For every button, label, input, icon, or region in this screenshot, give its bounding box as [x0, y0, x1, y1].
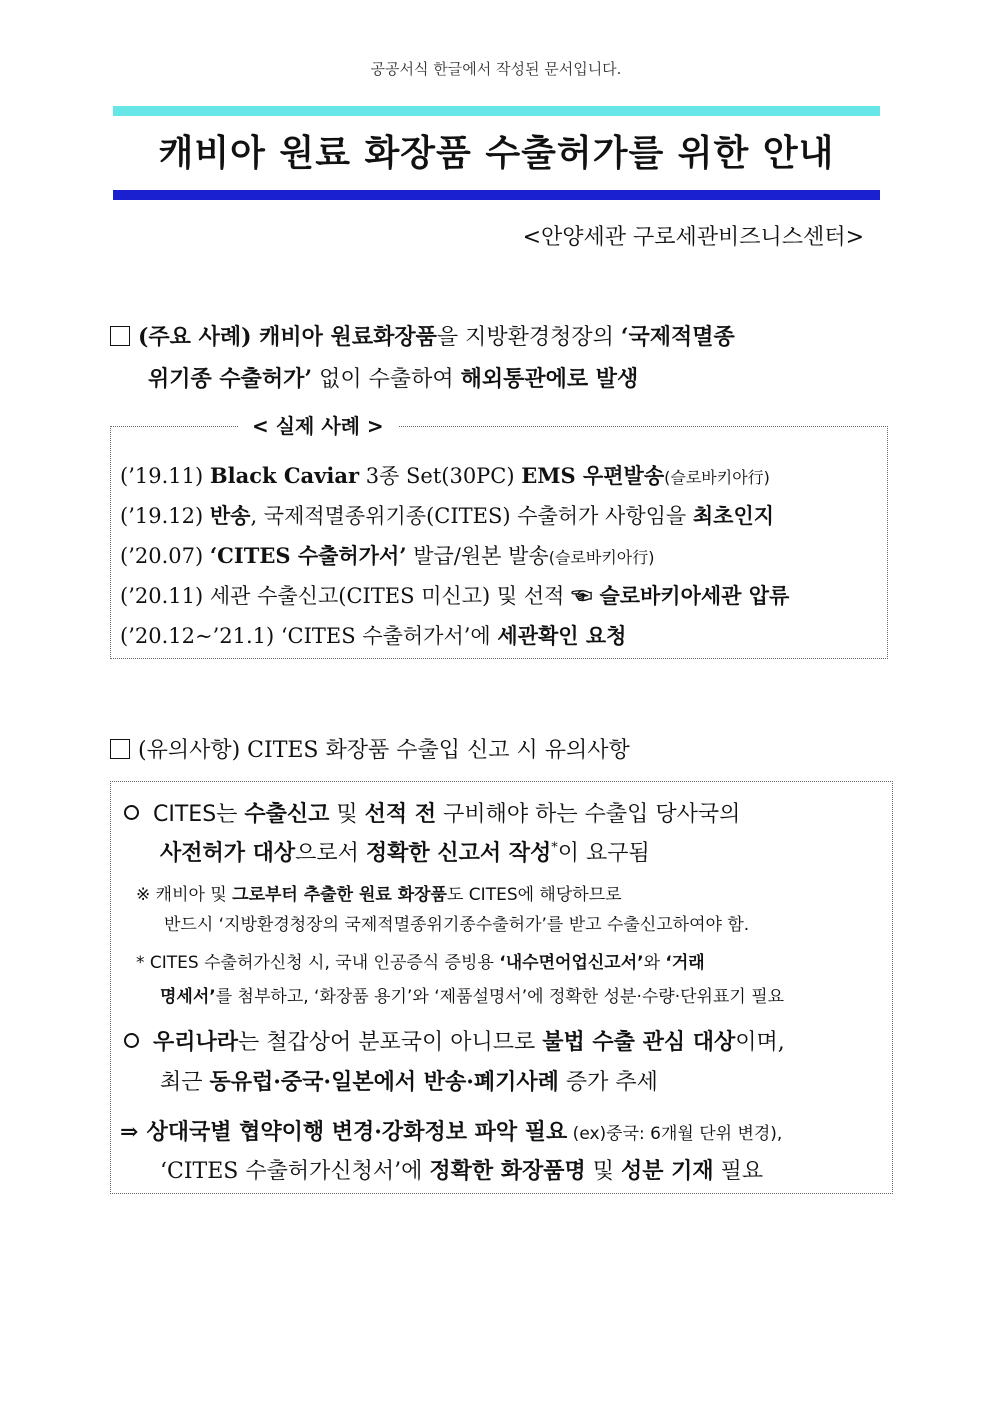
checkbox-square-icon — [110, 739, 130, 759]
checkbox-square-icon — [110, 326, 130, 346]
emph: 우리나라 — [153, 1029, 239, 1055]
case-item-4 — [120, 580, 789, 610]
emph: 그로부터 추출한 원료 화장품 — [232, 885, 447, 905]
emph: 선적 전 — [364, 802, 437, 827]
text: 와 — [643, 953, 666, 973]
section1-lead: (주요 사례) 캐비아 원료화장품 — [138, 324, 437, 350]
case-item-3 — [120, 540, 654, 570]
case-date: (’19.11) — [120, 464, 210, 488]
text: CITES는 — [153, 802, 245, 827]
caution-note1-line2: 반드시 ‘지방환경청장의 국제적멸종위기종수출허가’를 받고 수출신고하여야 함. — [164, 915, 750, 935]
emph: 정확한 화장품명 — [429, 1158, 586, 1184]
case-text: 3종 Set(30PC) — [359, 464, 522, 488]
caution-p3-line1 — [120, 1115, 782, 1146]
case-item-2 — [120, 500, 774, 530]
case-text: , 국제적멸종위기종(CITES) 수출허가 사항임을 — [250, 504, 693, 528]
emph: 동유럽·중국·일본에서 반송·폐기사례 — [209, 1069, 559, 1095]
case-item-5 — [120, 620, 626, 650]
footnote-mark: * — [551, 840, 558, 856]
emph: 정확한 신고서 작성 — [365, 840, 552, 866]
caution-p3-line2 — [160, 1154, 763, 1185]
emph: ‘내수면어업신고서’ — [499, 953, 644, 973]
caution-note2-line2 — [160, 982, 784, 1007]
case-date: (’20.07) — [120, 544, 210, 568]
text: 최근 — [160, 1070, 210, 1095]
header-note: 공공서식 한글에서 작성된 문서입니다. — [370, 60, 622, 78]
circle-bullet-icon — [124, 805, 139, 820]
case-text: (’20.12∼’21.1) ‘CITES 수출허가서’에 — [120, 624, 498, 648]
caution-p1-line1 — [124, 797, 740, 828]
section1-text: 을 지방환경청장의 — [436, 325, 621, 350]
case-note: (슬로바키아行) — [664, 468, 770, 487]
circle-bullet-icon — [124, 1033, 139, 1048]
section1-text2: 없이 수출하여 — [312, 367, 461, 392]
case-emph: ‘CITES 수출허가서’ — [209, 543, 407, 568]
section1-line1 — [110, 320, 735, 351]
text: 및 — [329, 802, 365, 827]
text: 및 — [585, 1159, 622, 1184]
emph: 불법 수출 관심 대상 — [542, 1029, 736, 1055]
emph: 상대국별 협약이행 변경·강화정보 파악 필요 — [146, 1119, 568, 1145]
text: 는 철갑상어 분포국이 아니므로 — [238, 1030, 543, 1055]
text: 구비해야 하는 수출입 당사국의 — [436, 802, 741, 827]
case-item-1 — [120, 460, 770, 490]
text: 필요 — [713, 1159, 764, 1184]
text: 이며, — [735, 1030, 785, 1055]
section1-emph2: 위기종 수출허가’ — [148, 366, 313, 392]
text: ‘CITES 수출허가신청서’에 — [160, 1159, 430, 1184]
case-emph: 세관확인 요청 — [497, 623, 627, 648]
document-title: 캐비아 원료 화장품 수출허가를 위한 안내 — [158, 133, 835, 174]
caution-note2-line1 — [136, 948, 705, 973]
case-note: (슬로바키아行) — [548, 548, 655, 567]
section1-emph3: 해외통관에로 발생 — [460, 366, 639, 392]
text: 증가 추세 — [558, 1070, 658, 1095]
title-bottom-bar — [113, 190, 880, 200]
emph: ‘거래 — [665, 953, 705, 973]
text: 이 요구됨 — [557, 841, 650, 866]
caution-p1-line2 — [160, 836, 650, 867]
text: * CITES 수출허가신청 시, 국내 인공증식 증빙용 — [136, 953, 500, 973]
case-emph: 최초인지 — [692, 503, 775, 528]
text: (ex)중국: 6개월 단위 변경), — [567, 1124, 783, 1144]
emph: 명세서’ — [160, 987, 216, 1007]
case-box-label: < 실제 사례 > — [238, 410, 398, 439]
case-text: (’20.11) 세관 수출신고(CITES 미신고) 및 선적 — [120, 584, 572, 608]
caution-p2-line1 — [124, 1025, 785, 1056]
text: 도 CITES에 해당하므로 — [446, 885, 622, 905]
issuing-office: <안양세관 구로세관비즈니스센터> — [522, 225, 864, 250]
case-date: (’19.12) — [120, 504, 210, 528]
title-top-bar — [113, 106, 880, 116]
caution-p2-line2 — [160, 1065, 658, 1096]
section2-heading — [110, 733, 630, 764]
case-emph: 반송 — [209, 503, 251, 528]
text: 으로서 — [295, 841, 366, 866]
section2-heading-text: (유의사항) CITES 화장품 수출입 신고 시 유의사항 — [138, 738, 630, 763]
text: 를 첨부하고, ‘화장품 용기’와 ‘제품설명서’에 정확한 성분·수량·단위표기 필요 — [215, 987, 785, 1007]
case-emph: 슬로바키아세관 압류 — [592, 583, 790, 608]
case-emph: Black Caviar — [209, 463, 360, 488]
emph: 성분 기재 — [621, 1158, 714, 1184]
text: ※ 캐비아 및 — [136, 885, 233, 905]
caution-note1-line1 — [136, 880, 622, 905]
double-arrow-icon: ⇒ — [120, 1119, 139, 1145]
section1-emph: ‘국제적멸종 — [620, 324, 735, 350]
section1-line2 — [148, 362, 638, 393]
emph: 수출신고 — [244, 802, 330, 827]
case-text: 발급/원본 발송 — [406, 544, 549, 568]
emph: 사전허가 대상 — [160, 840, 296, 866]
case-emph: EMS 우편발송 — [521, 463, 665, 488]
pointing-hand-icon: ☜ — [571, 583, 593, 608]
